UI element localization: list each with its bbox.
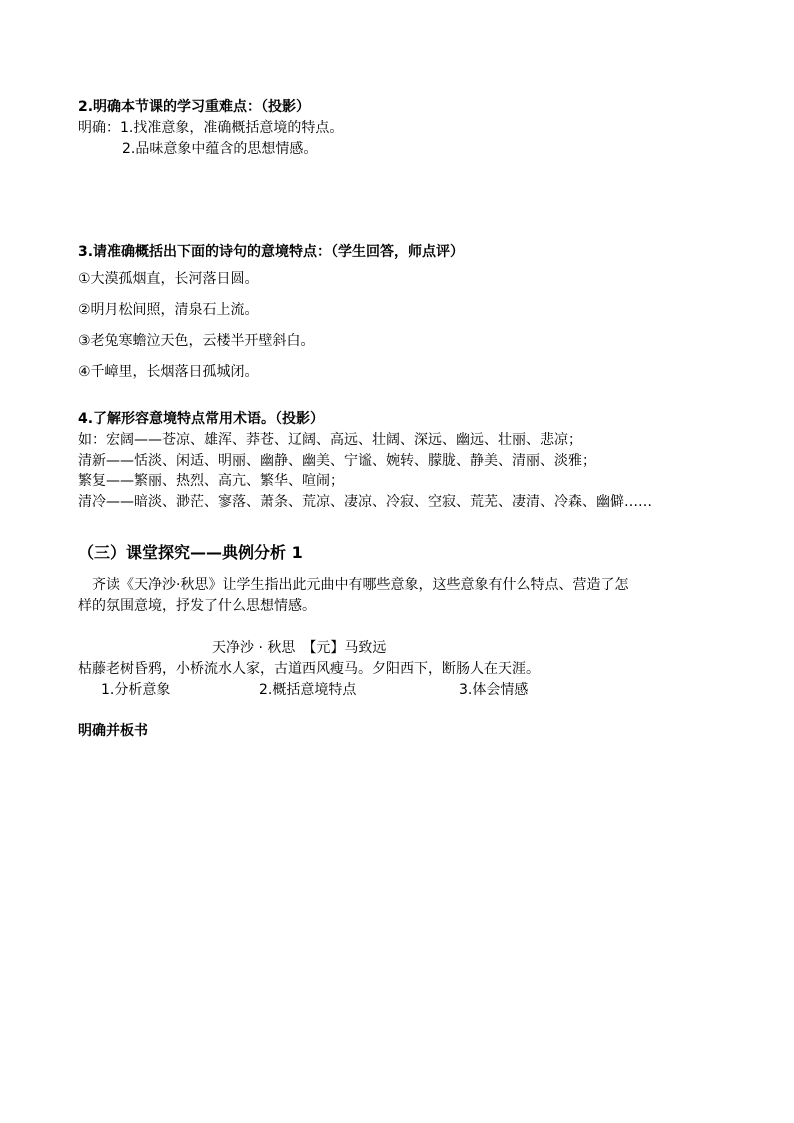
section3-item-3: ③老兔寒蟾泣天色，云楼半开壁斜白。 (78, 333, 315, 349)
poem-title: 天净沙 · 秋思 【元】马致远 (212, 640, 387, 656)
part3-paragraph-line1: 齐读《天净沙·秋思》让学生指出此元曲中有哪些意象，这些意象有什么特点、营造了怎 (92, 577, 629, 593)
section4-line-4: 清冷——暗淡、渺茫、寥落、萧条、荒凉、凄凉、冷寂、空寂、荒芜、凄清、冷森、幽僻…… (78, 494, 652, 510)
section3-item-2: ②明月松间照，清泉石上流。 (78, 302, 259, 318)
step-summarize-mood: 2.概括意境特点 (259, 682, 357, 698)
part3-heading: （三）课堂探究——典例分析 1 (78, 543, 303, 562)
section2-line1: 明确：1.找准意象，准确概括意境的特点。 (78, 120, 344, 136)
section4-line-2: 清新——恬淡、闲适、明丽、幽静、幽美、宁谧、婉转、朦胧、静美、清丽、淡雅； (78, 453, 596, 469)
section4-line-3: 繁复——繁丽、热烈、高亢、繁华、喧闹； (78, 473, 344, 489)
section3-item-4: ④千嶂里，长烟落日孤城闭。 (78, 364, 259, 380)
part3-paragraph-line2: 样的氛围意境，抒发了什么思想情感。 (78, 598, 316, 614)
section4-line-1: 如：宏阔——苍凉、雄浑、莽苍、辽阔、高远、壮阔、深远、幽远、壮丽、悲凉； (78, 432, 582, 448)
poem-text: 枯藤老树昏鸦，小桥流水人家，古道西风瘦马。夕阳西下，断肠人在天涯。 (78, 661, 540, 677)
section2-heading: 2.明确本节课的学习重难点：（投影） (78, 99, 311, 115)
section2-line2: 2.品味意象中蕴含的思想情感。 (122, 141, 318, 157)
section3-item-1: ①大漠孤烟直，长河落日圆。 (78, 271, 259, 287)
section3-heading: 3.请准确概括出下面的诗句的意境特点：（学生回答，师点评） (78, 244, 465, 260)
step-appreciate-emotion: 3.体会情感 (459, 682, 529, 698)
step-analyze-imagery: 1.分析意象 (101, 682, 171, 698)
section4-heading: 4.了解形容意境特点常用术语。（投影） (78, 411, 325, 427)
closing-note: 明确并板书 (78, 723, 148, 739)
